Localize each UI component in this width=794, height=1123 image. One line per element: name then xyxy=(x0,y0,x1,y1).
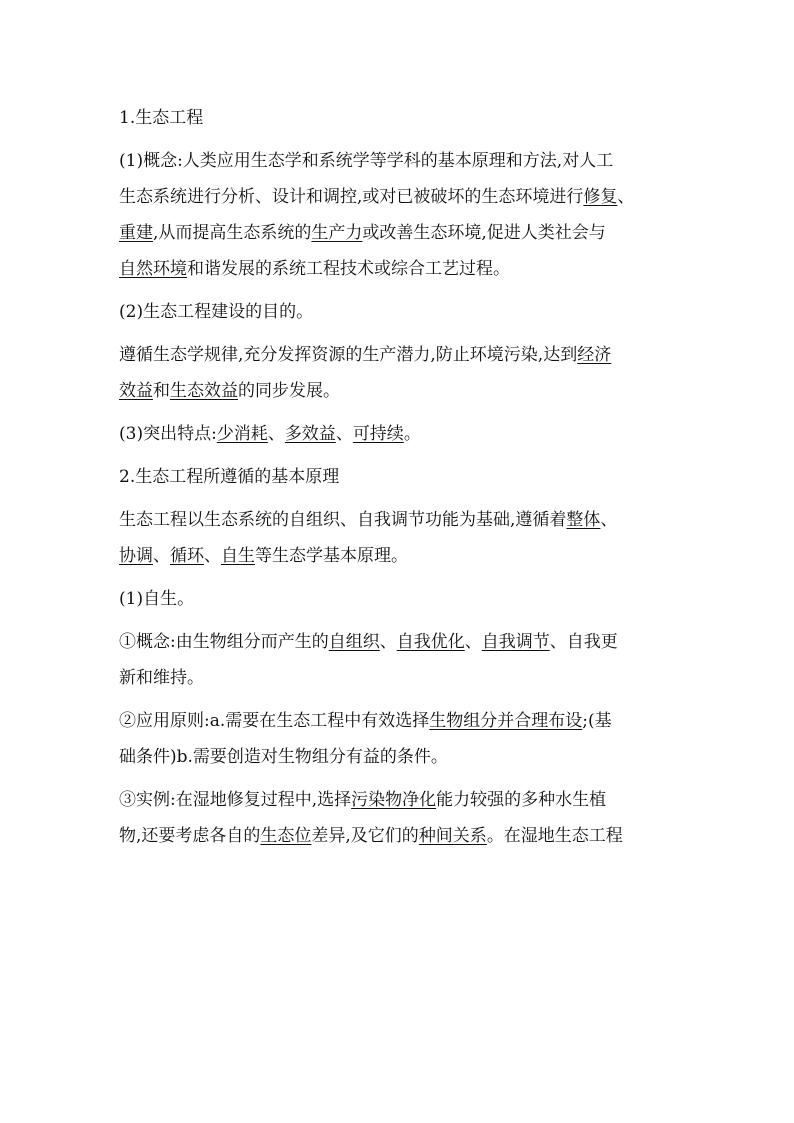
text-line: ①概念:由生物组分而产生的自组织、自我优化、自我调节、自我更 xyxy=(119,632,618,652)
underlined-term: 多效益 xyxy=(284,424,336,444)
text-line: ③实例:在湿地修复过程中,选择污染物净化能力较强的多种水生植 xyxy=(119,790,607,810)
underlined-term: 生态效益 xyxy=(170,381,238,401)
text-line: ②应用原则:a.需要在生态工程中有效选择生物组分并合理布设;(基 xyxy=(119,711,612,731)
underlined-term: 自然环境 xyxy=(119,259,187,279)
underlined-term: 自我调节 xyxy=(481,632,550,652)
underlined-term: 生物组分并合理布设 xyxy=(429,711,583,731)
underlined-term: 生态位 xyxy=(260,826,312,846)
underlined-term: 修复 xyxy=(583,187,618,207)
underlined-term: 自生 xyxy=(221,546,255,566)
text-line: (1)概念:人类应用生态学和系统学等学科的基本原理和方法,对人工 xyxy=(119,151,614,171)
text-line: (3)突出特点:少消耗、多效益、可持续。 xyxy=(119,424,421,444)
underlined-term: 自我优化 xyxy=(396,632,465,652)
concept-paragraph xyxy=(119,143,679,287)
underlined-term: 效益 xyxy=(119,381,153,401)
text-line: 协调、循环、自生等生态学基本原理。 xyxy=(119,546,408,566)
application-principle xyxy=(119,703,679,775)
text-line: 效益和生态效益的同步发展。 xyxy=(119,381,340,401)
underlined-term: 循环 xyxy=(170,546,204,566)
text-line: 础条件)b.需要创造对生物组分有益的条件。 xyxy=(119,747,448,767)
text-line: 生态系统进行分析、设计和调控,或对已被破坏的生态环境进行修复、 xyxy=(119,187,635,207)
section-heading-1 xyxy=(119,100,679,136)
underlined-term: 生产力 xyxy=(311,223,363,243)
underlined-term: 可持续 xyxy=(352,424,404,444)
text-line: 物,还要考虑各自的生态位差异,及它们的种间关系。在湿地生态工程 xyxy=(119,826,623,846)
underlined-term: 自组织 xyxy=(328,632,380,652)
text-line: 自然环境和谐发展的系统工程技术或综合工艺过程。 xyxy=(119,259,510,279)
principles-paragraph xyxy=(119,502,679,574)
document-page xyxy=(119,100,679,861)
self-generation-heading: (1)自生。 xyxy=(119,589,195,609)
underlined-term: 污染物净化 xyxy=(351,790,437,810)
text-line: 生态工程以生态系统的自组织、自我调节功能为基础,遵循着整体、 xyxy=(119,510,618,530)
features-paragraph xyxy=(119,416,679,452)
text-line: 新和维持。 xyxy=(119,668,204,688)
underlined-term: 重建 xyxy=(119,223,153,243)
underlined-term: 协调 xyxy=(119,546,153,566)
section-heading-2 xyxy=(119,459,679,495)
underlined-term: 经济 xyxy=(577,345,612,365)
heading-text: 2.生态工程所遵循的基本原理 xyxy=(119,467,340,487)
text-line: 遵循生态学规律,充分发挥资源的生产潜力,防止环境污染,达到经济 xyxy=(119,345,612,365)
underlined-term: 少消耗 xyxy=(216,424,268,444)
purpose-heading: (2)生态工程建设的目的。 xyxy=(119,302,314,322)
heading-text: 1.生态工程 xyxy=(119,108,204,128)
underlined-term: 整体 xyxy=(566,510,601,530)
purpose-paragraph xyxy=(119,337,679,409)
text-line: 重建,从而提高生态系统的生产力或改善生态环境,促进人类社会与 xyxy=(119,223,606,243)
underlined-term: 种间关系 xyxy=(418,826,487,846)
example-paragraph xyxy=(119,782,679,854)
self-generation-concept xyxy=(119,624,679,696)
